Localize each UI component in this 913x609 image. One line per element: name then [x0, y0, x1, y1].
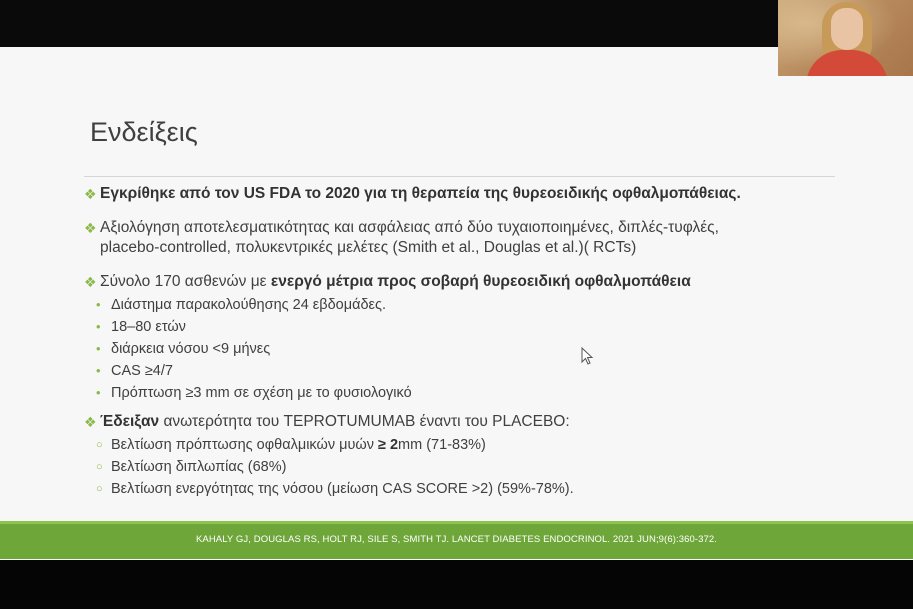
dot-icon: • — [96, 385, 101, 400]
dot-icon: • — [96, 341, 101, 356]
dot-icon: • — [96, 319, 101, 334]
bullet-patients — [84, 272, 844, 292]
list-item-text: 18–80 ετών — [111, 319, 186, 335]
bullet-results-rest: ανωτερότητα του TEPROTUMUMAB έναντι του PLACEBO: — [159, 413, 570, 430]
results-list — [84, 434, 844, 500]
list-item-text: διάρκεια νόσου <9 μήνες — [111, 341, 271, 357]
diamond-cluster-icon: ❖ — [84, 414, 97, 430]
patients-criteria-list — [84, 294, 844, 404]
diamond-cluster-icon: ❖ — [84, 220, 97, 236]
list-item-text: Πρόπτωση ≥3 mm σε σχέση με το φυσιολογικό — [111, 385, 412, 401]
list-item — [96, 294, 844, 316]
list-item-text: CAS ≥4/7 — [111, 363, 173, 379]
dot-icon: • — [96, 297, 101, 312]
list-item-bold: ≥ 2 — [377, 437, 399, 453]
diamond-cluster-icon: ❖ — [84, 274, 97, 290]
bullet-evaluation-line2: placebo-controlled, πολυκεντρικές μελέτες (Smith et al., Douglas et al.)( RCTs) — [100, 239, 637, 256]
bullet-fda-text: Εγκρίθηκε από τον US FDA το 2020 για τη θεραπεία της θυρεοειδικής οφθαλμοπάθειας. — [100, 185, 741, 202]
bottom-letterbox — [0, 560, 913, 609]
dot-icon: • — [96, 363, 101, 378]
list-item-tail: mm (71-83%) — [398, 437, 486, 453]
list-item-text: Βελτίωση ενεργότητας της νόσου (μείωση CAS SCORE >2) (59%-78%). — [111, 481, 574, 497]
presentation-slide — [0, 47, 913, 560]
list-item — [96, 478, 844, 500]
list-item — [96, 456, 844, 478]
bullet-results — [84, 412, 844, 432]
mouse-cursor-icon — [581, 347, 593, 365]
slide-title: Ενδείξεις — [90, 117, 198, 147]
list-item — [96, 434, 844, 456]
title-divider — [84, 176, 835, 177]
bullet-evaluation-line1: Αξιολόγηση αποτελεσματικότητας και ασφάλειας από δύο τυχαιοποιημένες, διπλές-τυφλές, — [100, 219, 719, 236]
list-item — [96, 316, 844, 338]
ring-icon: ○ — [96, 461, 103, 473]
ring-icon: ○ — [96, 439, 103, 451]
bullet-results-bold: Έδειξαν — [100, 413, 160, 430]
bullet-evaluation — [84, 218, 844, 258]
citation-text: KAHALY GJ, DOUGLAS RS, HOLT RJ, SILE S, SMITH TJ. LANCET DIABETES ENDOCRINOL. 2021 JUN;9(6):360-372. — [195, 534, 718, 545]
ring-icon: ○ — [96, 483, 103, 495]
top-letterbox — [0, 0, 913, 47]
list-item — [96, 382, 844, 404]
diamond-cluster-icon: ❖ — [84, 186, 97, 202]
list-item — [96, 338, 844, 360]
webcam-thumbnail[interactable] — [778, 0, 913, 76]
list-item — [96, 360, 844, 382]
bullet-fda-approval — [84, 184, 844, 204]
slide-content — [84, 184, 844, 500]
citation-footer — [0, 521, 913, 559]
presenter-face — [831, 8, 863, 50]
bullet-patients-lead: Σύνολο 170 ασθενών με — [100, 273, 271, 290]
list-item-text: Διάστημα παρακολούθησης 24 εβδομάδες. — [111, 297, 387, 313]
list-item-text: Βελτίωση πρόπτωσης οφθαλμικών μυών — [111, 437, 378, 453]
bullet-patients-bold: ενεργό μέτρια προς σοβαρή θυρεοειδική οφθαλμοπάθεια — [270, 273, 691, 290]
list-item-text: Βελτίωση διπλωπίας (68%) — [111, 459, 287, 475]
